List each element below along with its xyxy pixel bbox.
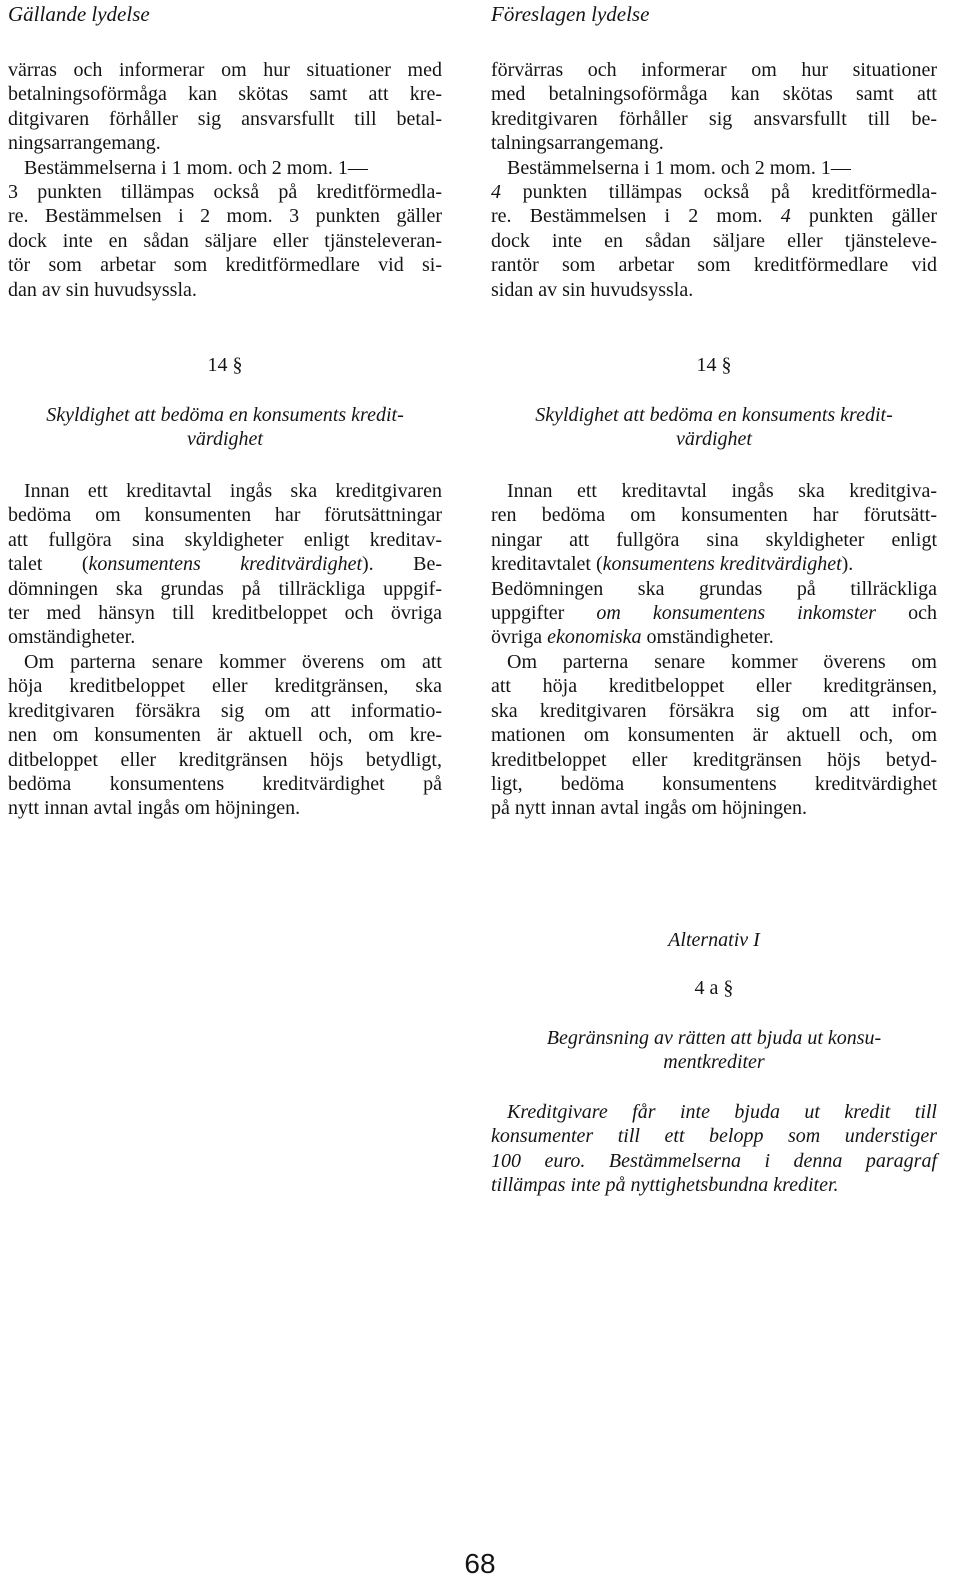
text-line: dock inte en sådan säljare eller tjänsteleveran- — [8, 229, 442, 252]
text-line: Om parterna senare kommer överens om — [507, 651, 937, 673]
left-paragraph-2 — [8, 650, 442, 821]
text-line: Innan ett kreditavtal ingås ska kreditgiva- — [507, 480, 937, 502]
text-segment: punkten tillämpas också på kreditförmedla- — [501, 181, 937, 204]
right-section-number: 14 § — [696, 354, 732, 376]
italic-term: konsumentens kreditvärdighet — [602, 553, 842, 576]
text-line: omständigheter. — [8, 626, 136, 649]
right-paragraph-2 — [491, 650, 937, 821]
text-line: kreditbeloppet eller kreditgränsen höjs betyd- — [491, 748, 937, 771]
alternative-title: Alternativ I — [668, 929, 760, 951]
right-section-heading — [491, 403, 937, 452]
left-section-heading — [8, 403, 442, 452]
right-paragraph-1 — [491, 479, 937, 650]
heading-line: Skyldighet att bedöma en konsuments kredit- — [535, 404, 893, 426]
text-segment: och — [876, 602, 937, 625]
text-line: Innan ett kreditavtal ingås ska kreditgivaren — [24, 480, 442, 502]
text-line: tillämpas inte på nyttighetsbundna krediter. — [491, 1174, 839, 1197]
alternative-body-paragraph — [491, 1100, 937, 1198]
text-segment: uppgifter — [491, 602, 597, 625]
text-line: nen om konsumenten är aktuell och, om kre- — [8, 724, 442, 747]
text-segment: ). — [841, 553, 854, 576]
text-line — [491, 180, 937, 204]
heading-line: värdighet — [676, 428, 752, 451]
left-column-header: Gällande lydelse — [8, 2, 150, 26]
italic-term: 4 — [780, 205, 791, 228]
text-segment: omständigheter. — [641, 626, 774, 649]
italic-term: konsumentens kreditvärdighet — [88, 553, 363, 576]
text-line: sidan av sin huvudsyssla. — [491, 278, 694, 301]
text-line: förvärras och informerar om hur situationer — [491, 59, 937, 81]
text-line: ditgivaren förhåller sig ansvarsfullt till betal- — [8, 107, 442, 130]
left-intro-paragraph — [8, 58, 442, 302]
text-line: på nytt innan avtal ingås om höjningen. — [491, 797, 808, 820]
text-line: ningsarrangemang. — [8, 132, 161, 155]
text-line: re. Bestämmelsen i 2 mom. 3 punkten gäller — [8, 205, 442, 228]
text-line — [491, 625, 937, 649]
text-line: kreditgivaren försäkra sig om att informatio- — [8, 699, 442, 722]
heading-line: Begränsning av rätten att bjuda ut konsu- — [546, 1027, 882, 1049]
heading-line: mentkrediter — [663, 1051, 765, 1074]
text-line: 100 euro. Bestämmelserna i denna paragraf — [491, 1149, 937, 1172]
text-segment: ). Be- — [362, 553, 443, 576]
left-paragraph-1 — [8, 479, 442, 650]
text-line — [491, 552, 937, 576]
alternative-section-number: 4 a § — [694, 977, 734, 999]
text-line: Kreditgivare får inte bjuda ut kredit till — [507, 1101, 937, 1123]
text-line: tör som arbetar som kreditförmedlare vid si- — [8, 254, 442, 277]
text-line: Om parterna senare kommer överens om att — [24, 651, 442, 673]
italic-term: om konsumentens inkomster — [596, 602, 877, 625]
text-line: Bestämmelserna i 1 mom. och 2 mom. 1— — [24, 156, 368, 179]
text-line: mationen om konsumenten är aktuell och, om — [491, 724, 937, 747]
text-line: kreditgivaren förhåller sig ansvarsfullt till be- — [491, 107, 937, 130]
text-segment: talet ( — [8, 553, 89, 576]
text-line: värras och informerar om hur situationer med — [8, 59, 442, 81]
text-line: 3 punkten tillämpas också på kreditförmedla- — [8, 181, 442, 204]
text-line: dan av sin huvudsyssla. — [8, 278, 197, 301]
text-segment: punkten gäller — [790, 205, 937, 228]
text-line: med betalningsoförmåga kan skötas samt att — [491, 83, 937, 106]
text-line: dömningen ska grundas på tillräckliga uppgif- — [8, 577, 442, 600]
heading-line: värdighet — [187, 428, 263, 451]
right-intro-paragraph — [491, 58, 937, 302]
text-line — [8, 552, 442, 576]
heading-line: Skyldighet att bedöma en konsuments kredit- — [46, 404, 404, 426]
text-line: bedöma om konsumenten har förutsättningar — [8, 504, 442, 527]
text-line — [491, 601, 937, 625]
text-line — [491, 204, 937, 228]
text-line: talningsarrangemang. — [491, 132, 664, 155]
text-line: Bestämmelserna i 1 mom. och 2 mom. 1— — [507, 156, 851, 179]
page-number: 68 — [464, 1548, 496, 1579]
text-line: ligt, bedöma konsumentens kreditvärdighet — [491, 773, 937, 796]
text-line: nytt innan avtal ingås om höjningen. — [8, 797, 301, 820]
text-segment: kreditavtalet ( — [491, 553, 603, 576]
right-column-header: Föreslagen lydelse — [491, 2, 650, 26]
text-line: konsumenter till ett belopp som understiger — [491, 1125, 937, 1148]
text-line: ska kreditgivaren försäkra sig om att infor- — [491, 699, 937, 722]
text-line: betalningsoförmåga kan skötas samt att kre- — [8, 83, 442, 106]
text-line: ditbeloppet eller kreditgränsen höjs betydligt, — [8, 748, 442, 771]
text-line: ter med hänsyn till kreditbeloppet och övriga — [8, 602, 442, 625]
text-line: bedöma konsumentens kreditvärdighet på — [8, 773, 442, 796]
text-line: ren bedöma om konsumenten har förutsätt- — [491, 504, 937, 527]
italic-term: 4 — [491, 181, 501, 204]
text-line: höja kreditbeloppet eller kreditgränsen, ska — [8, 675, 442, 698]
text-line: rantör som arbetar som kreditförmedlare vid — [491, 254, 937, 277]
alternative-section-heading — [491, 1026, 937, 1075]
text-segment: re. Bestämmelsen i 2 mom. — [491, 205, 781, 228]
italic-term: ekonomiska — [547, 626, 642, 649]
text-line: ningar att fullgöra sina skyldigheter enligt — [491, 528, 937, 551]
text-line: dock inte en sådan säljare eller tjänsteleve- — [491, 229, 937, 252]
left-section-number: 14 § — [207, 354, 243, 376]
text-segment: övriga — [491, 626, 548, 649]
text-line: att fullgöra sina skyldigheter enligt kreditav- — [8, 528, 442, 551]
text-line: att höja kreditbeloppet eller kreditgränsen, — [491, 675, 937, 698]
text-line: Bedömningen ska grundas på tillräckliga — [491, 577, 937, 600]
